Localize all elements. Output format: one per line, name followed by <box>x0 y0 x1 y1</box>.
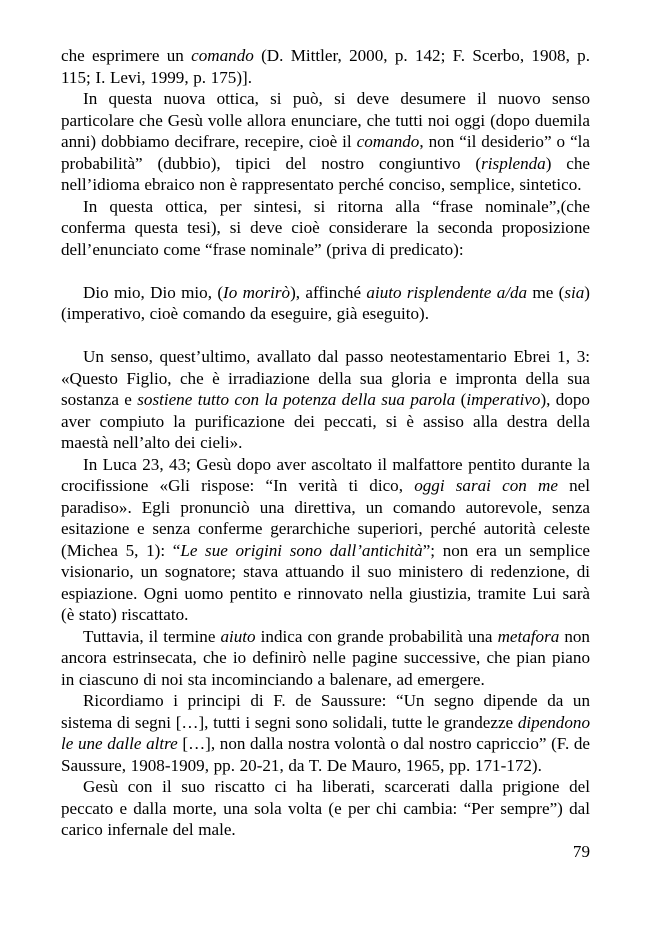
text-run: , non “il desiderio” o “la probabilità” (dubbio), tipici del nostro congiuntivo ( <box>61 132 590 173</box>
text-run: Dio mio, Dio mio, ( <box>83 282 224 302</box>
paragraph-nuova-ottica <box>61 88 590 196</box>
paragraph-ebrei <box>61 346 590 454</box>
text-run: Ricordiamo i principi di F. de Saussure: “Un segno dipende da un sistema di segni […], tutti i segni sono solidali, tutte le grandezze <box>61 691 590 732</box>
italic-run-imperativo: imperativo <box>466 390 541 409</box>
page-number: 79 <box>572 842 590 861</box>
italic-run-risplenda: risplenda <box>481 153 546 173</box>
text-run: ), dopo aver compiuto la purificazione dei peccati, si è assiso alla destra della maestà nell’alto dei cieli». <box>61 390 590 452</box>
italic-run-oggi-sarai-con-me: oggi sarai con me <box>414 476 558 495</box>
paragraph-continuation-mittler <box>61 45 590 88</box>
italic-run-aiuto-risplendente: aiuto risplendente a/da <box>366 282 528 302</box>
italic-run-aiuto: aiuto <box>220 626 256 646</box>
text-run: Tuttavia, il termine <box>83 626 221 646</box>
paragraph-metafora <box>61 626 590 691</box>
text-run: che esprimere un <box>61 46 192 65</box>
text-run: In Luca 23, 43; Gesù dopo aver ascoltato il malfattore pentito durante la crocifissione «Gli rispose: “In verità ti dico, <box>61 454 590 495</box>
paragraph-saussure <box>61 690 590 776</box>
paragraph-frase-nominale: In questa ottica, per sintesi, si ritorna alla “frase nominale”,(che conferma questa tesi), si deve cioè considerare la seconda proposizione dell’enunciato come “frase nominale” (priva di predicato): <box>61 196 590 259</box>
italic-run-dipendono-le-une: dipendono le une dalle altre <box>61 712 590 753</box>
italic-run-comando: comando <box>356 132 420 151</box>
page-text-body <box>61 45 590 841</box>
quote-block-dio-mio <box>61 282 590 325</box>
text-run: ”; non era un semplice visionario, un sognatore; stava attuando il suo ministero di redenzione, di espiazione. Ogni uomo pentito e rinnovato nella giustizia, tramite Lui sarà (è stato) riscattato. <box>61 540 591 624</box>
text-run: ) che nell’idioma ebraico non è rappresentato perché conciso, semplice, sintetico. <box>61 153 591 194</box>
italic-run-metafora: metafora <box>497 626 560 646</box>
text-run: (D. Mittler, 2000, p. 142; F. Scerbo, 1908, p. 115; I. Levi, 1999, p. 175)]. <box>61 46 590 87</box>
italic-run-le-sue-origini: Le sue origini sono dall’antichità <box>180 540 423 560</box>
italic-run-sia: sia <box>564 282 585 302</box>
paragraph-riscatto: Gesù con il suo riscatto ci ha liberati, scarcerati dalla prigione del peccato e dalla morte, una sola volta (e per chi cambia: “Per sempre”) dal carico infernale del male. <box>61 777 590 839</box>
italic-run-comando: comando <box>191 46 254 65</box>
text-run: ), affinché <box>290 282 367 302</box>
text-run: ) (imperativo, cioè comando da eseguire, già eseguito). <box>61 282 590 323</box>
italic-run-io-moriro: Io morirò <box>223 282 291 302</box>
italic-run-sostiene-tutto: sostiene tutto con la potenza della sua parola <box>137 390 456 409</box>
text-run: […], non dalla nostra volontà o dal nostro capriccio” (F. de Saussure, 1908-1909, pp. 20-21, da T. De Mauro, 1965, pp. 171-172). <box>61 734 590 775</box>
text-run: ( <box>455 390 467 409</box>
text-run: In questa nuova ottica, si può, si deve desumere il nuovo senso particolare che Gesù volle allora enunciare, che tutti noi oggi (dopo duemila anni) dobbiamo decifrare, recepire, cioè il <box>61 89 590 151</box>
text-run: non ancora estrinsecata, che io definirò nelle pagine successive, che pian piano in ciascuno di noi sta incominciando a balenare, ad emergere. <box>61 626 590 689</box>
text-run: indica con grande probabilità una <box>255 626 498 646</box>
text-run: me ( <box>527 282 565 302</box>
text-run: nel paradiso». Egli pronunciò una direttiva, un comando autorevole, senza esitazione e senza conferme gerarchiche superiori, perché autorità celeste (Michea 5, 1): “ <box>61 476 591 560</box>
paragraph-luca <box>61 454 590 626</box>
text-run: Un senso, quest’ultimo, avallato dal passo neotestamentario Ebrei 1, 3: «Questo Figlio, che è irradiazione della sua gloria e impronta della sua sostanza e <box>61 347 590 409</box>
